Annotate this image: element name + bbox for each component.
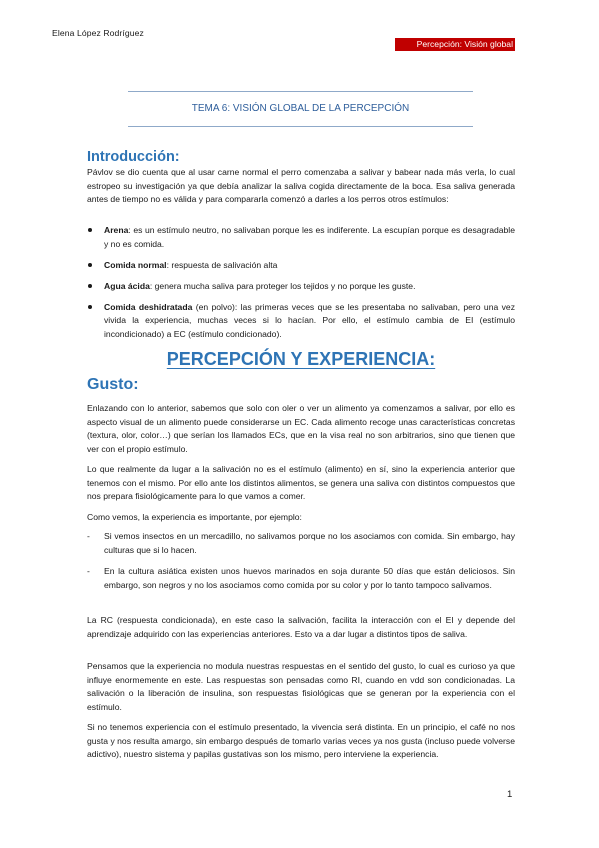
list-item [87,301,515,342]
bullet-term: Comida deshidratada [104,301,193,312]
header-tag: Percepción: Visión global [395,38,515,51]
intro-paragraph: Pávlov se dio cuenta que al usar carne normal el perro comenzaba a salivar y babear nada más verla, lo cual estropeo su investigación ya que debía analizar la saliva cogida directamente de la boca. Esa saliva generada antes de tiempo no es válida y para compararla comenzó a darles a los perros otros estímulos: [87,167,515,205]
gusto-paragraph-1: Enlazando con lo anterior, sabemos que solo con oler o ver un alimento ya comenzamos a salivar, por ello es aspecto visual de un alimento puede considerarse un EC. Cada alimento recoge unas características concretas (textura, olor, color…) que serían los llamados ECs, que en la visa real no son arbitrarios, sino que tienen que ver con el propio estímulo. [87,403,515,454]
gusto-paragraph-3: Como vemos, la experiencia es importante, por ejemplo: [87,512,302,522]
dash-icon: - [87,566,90,576]
example-list [87,565,515,592]
title-rule-top [128,91,473,92]
list-item [87,530,515,557]
stimulus-list [87,224,515,349]
bullet-icon [88,263,92,267]
gusto-paragraph-6: Si no tenemos experiencia con el estímulo presentado, la vivencia será distinta. En un principio, el café no nos gusta y nos resulta amargo, sin embargo después de tomarlo varias veces ya nos gusta (incluso puede volverse adictivo), nuestro sistema y papilas gustativas son los mismo, pero interviene la experiencia. [87,722,515,760]
bullet-term: Agua ácida [104,280,150,291]
bullet-icon [88,228,92,232]
example-list [87,530,515,557]
bullet-text: : es un estímulo neutro, no salivaban porque les es indiferente. La escupían porque es desagradable y no es comida. [104,225,515,249]
page-title: TEMA 6: VISIÓN GLOBAL DE LA PERCEPCIÓN [191,103,410,114]
dash-icon: - [87,531,90,541]
title-rule-bottom [128,126,473,127]
list-item [87,224,515,251]
bullet-text: : respuesta de salivación alta [166,259,278,270]
author-name: Elena López Rodríguez [52,28,144,38]
page-number: 1 [507,789,513,800]
list-item [87,280,515,294]
gusto-paragraph-4: La RC (respuesta condicionada), en este caso la salivación, facilita la interacción con el EI y depende del aprendizaje adquirido con las experiencias anteriores. Esto va a dar lugar a distintos tipos de saliva. [87,615,515,639]
list-item [87,259,515,273]
bullet-icon [88,305,92,309]
gusto-paragraph-5: Pensamos que la experiencia no modula nuestras respuestas en el sentido del gusto, lo cual es curioso ya que influye enormemente en este. Las respuestas son pensadas como RI, cuando en vdd son condicionadas. La salivación o la liberación de insulina, son respuestas fisiológicas que se generan por la experiencia con el estímulo. [87,661,515,712]
section-title: PERCEPCIÓN Y EXPERIENCIA: [166,349,436,369]
bullet-text: : genera mucha saliva para proteger los tejidos y no porque les guste. [149,280,416,291]
gusto-heading: Gusto: [87,376,139,393]
bullet-icon [88,284,92,288]
bullet-term: Comida normal [104,259,167,270]
gusto-paragraph-2: Lo que realmente da lugar a la salivación no es el estímulo (alimento) en sí, sino la experiencia anterior que tenemos con el mismo. Por ello ante los distintos alimentos, se genera una saliva con distintos compuestos que nos prepara fisiológicamente para lo que vamos a comer. [87,464,515,502]
bullet-text: (en polvo): las primeras veces que se les presentaba no salivaban, pero una vez vivida la experiencia, muchas veces si lo hacían. Por ello, el estímulo cambia de EI (estímulo incondicionado) a EC (estímulo condicionado). [104,301,515,340]
example-text: En la cultura asiática existen unos huevos marinados en soja durante 50 días que están deliciosos. Sin embargo, son negros y no los asociamos como comida por su color y por lo tanto tampoco salivamos. [104,566,515,590]
bullet-term: Arena [104,225,129,235]
intro-heading: Introducción: [87,149,180,165]
example-text: Si vemos insectos en un mercadillo, no salivamos porque no los asociamos con comida. Sin embargo, hay culturas que si lo hacen. [104,531,515,555]
list-item [87,565,515,592]
